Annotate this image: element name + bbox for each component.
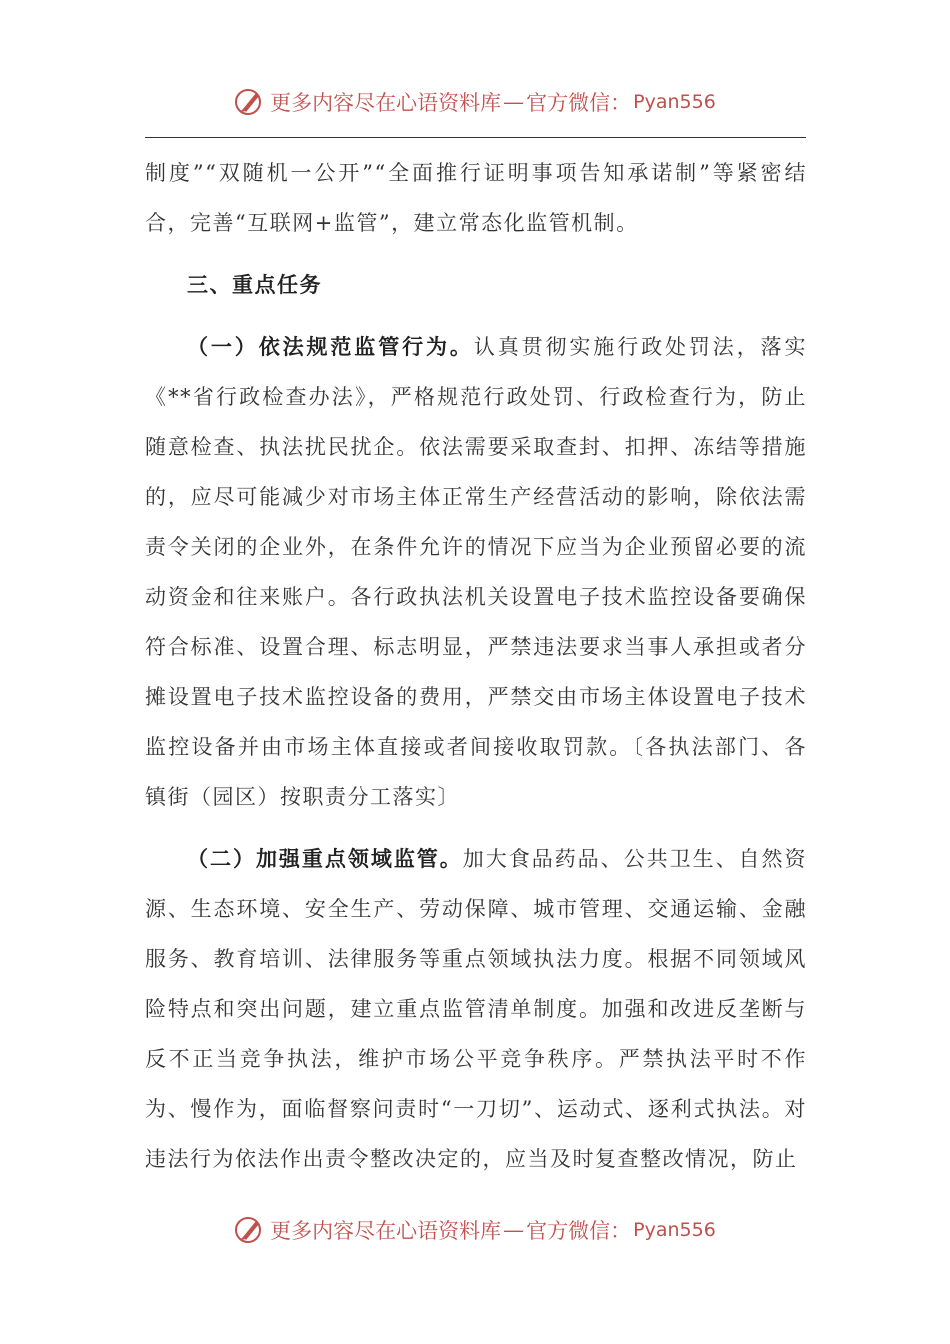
item-paragraph-2 <box>145 834 807 1184</box>
pen-circle-icon <box>234 1215 264 1245</box>
item-paragraph-1 <box>145 322 807 822</box>
banner-separator: — <box>503 90 525 114</box>
banner-separator: — <box>503 1218 525 1242</box>
item-body-2: 加大食品药品、公共卫生、自然资源、生态环境、安全生产、劳动保障、城市管理、交通运输、金融服务、教育培训、法律服务等重点领域执法力度。根据不同领域风险特点和突出问题，建立重点监管清单制度。加强和改进反垄断与反不正当竞争执法，维护市场公平竞争秩序。严禁执法平时不作为、慢作为，面临督察问责时“一刀切”、运动式、逐利式执法。对违法行为依法作出责令整改决定的，应当及时复查整改情况，防止 <box>145 847 808 1171</box>
banner-wechat-label: 官方微信： <box>526 1219 632 1243</box>
header-banner <box>0 82 950 122</box>
pen-circle-icon <box>234 87 264 117</box>
banner-text: 更多内容尽在心语资料库 <box>270 1219 502 1243</box>
continuation-paragraph: 制度”“双随机一公开”“全面推行证明事项告知承诺制”等紧密结合，完善“互联网+监管”，建立常态化监管机制。 <box>145 161 807 235</box>
footer-banner <box>0 1210 950 1250</box>
item-body-1: 认真贯彻实施行政处罚法，落实《**省行政检查办法》，严格规范行政处罚、行政检查行为，防止随意检查、执法扰民扰企。依法需要采取查封、扣押、冻结等措施的，应尽可能减少对市场主体正常生产经营活动的影响，除依法需责令关闭的企业外，在条件允许的情况下应当为企业预留必要的流动资金和往来账户。各行政执法机关设置电子技术监控设备要确保符合标准、设置合理、标志明显，严禁违法要求当事人承担或者分摊设置电子技术监控设备的费用，严禁交由市场主体设置电子技术监控设备并由市场主体直接或者间接收取罚款。〔各执法部门、各镇街（园区）按职责分工落实〕 <box>145 335 808 809</box>
section-heading: 三、重点任务 <box>187 272 322 297</box>
document-body <box>145 148 807 1184</box>
banner-text: 更多内容尽在心语资料库 <box>270 91 502 115</box>
item-title-1: （一）依法规范监管行为。 <box>187 334 474 359</box>
banner-wechat-label: 官方微信： <box>526 91 632 115</box>
banner-wechat-id: Pyan556 <box>633 91 716 113</box>
banner-wechat-id: Pyan556 <box>633 1219 716 1241</box>
item-title-2: （二）加强重点领域监管。 <box>187 846 463 871</box>
header-divider <box>145 137 806 138</box>
